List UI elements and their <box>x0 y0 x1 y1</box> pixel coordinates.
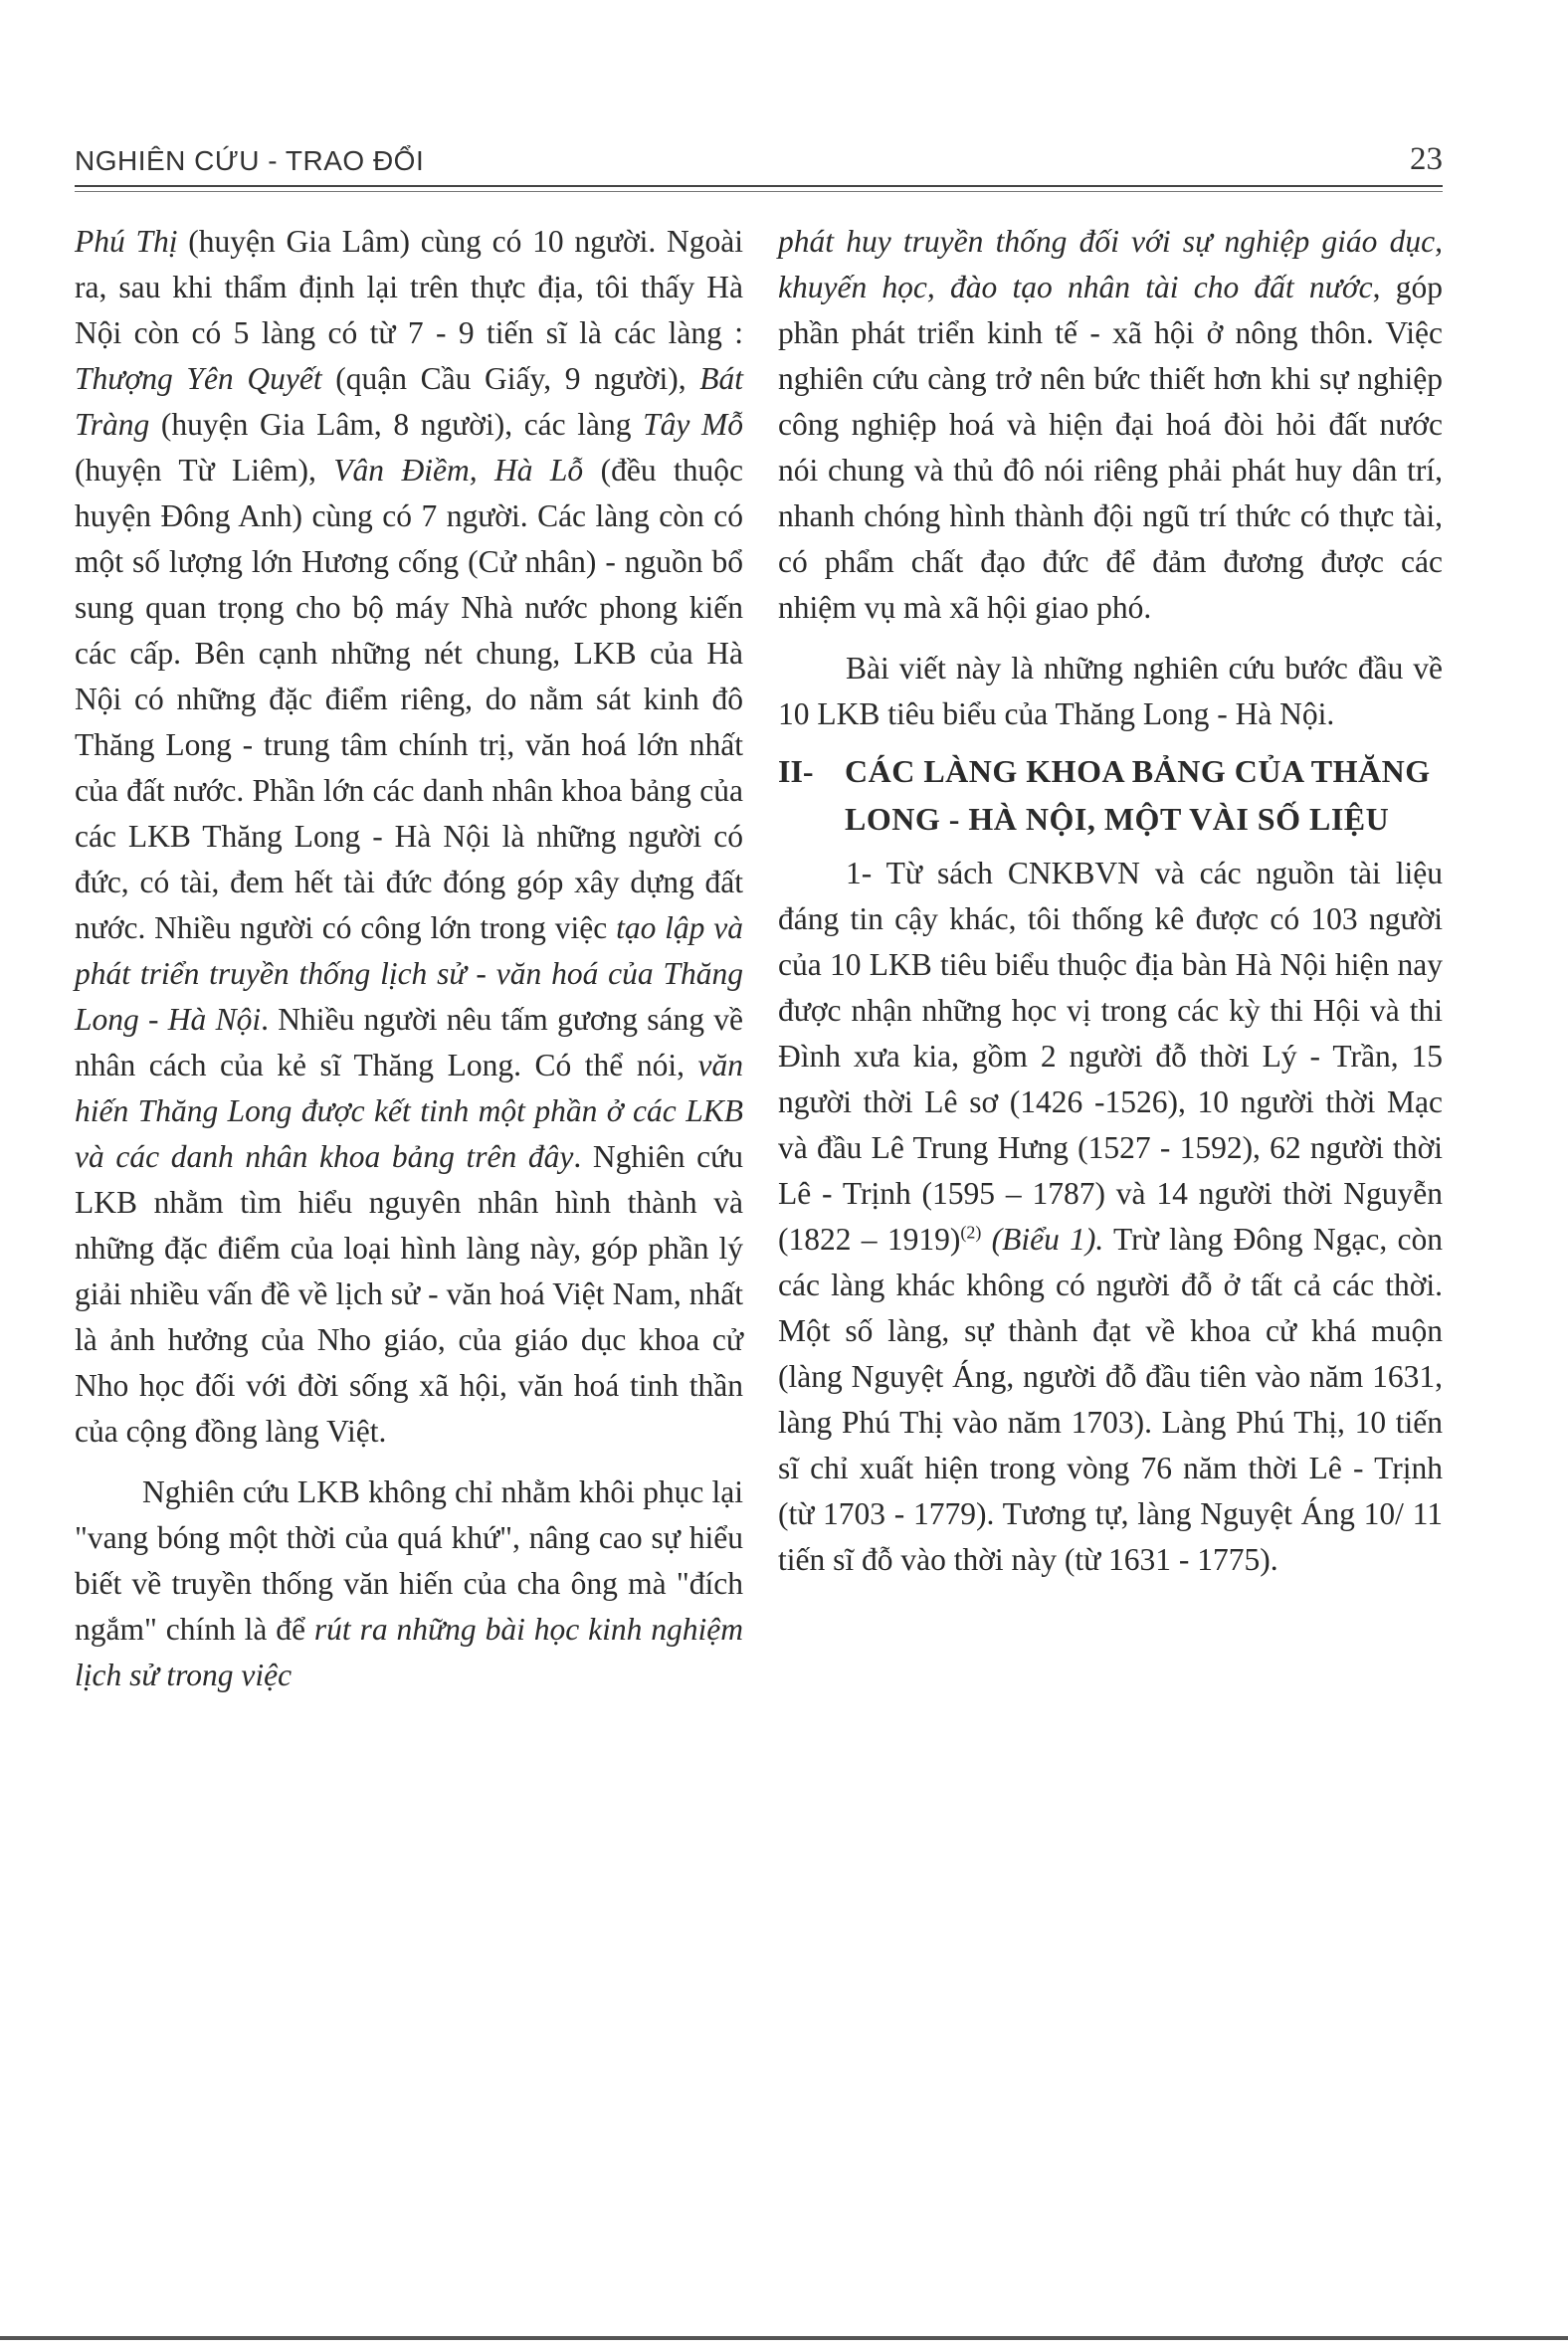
italic-span: văn hiến Thăng Long được kết tinh một phần ở các LKB và các danh nhân khoa bảng trên đây <box>75 1048 743 1174</box>
text-span <box>981 1222 991 1257</box>
text-span: 1- Từ sách CNKBVN và các nguồn tài liệu đáng tin cậy khác, tôi thống kê được có 103 người của 10 LKB tiêu biểu thuộc địa bàn Hà Nội hiện nay được nhận những học vị trong các kỳ thi Hội và thi Đình xưa kia, gồm 2 người đỗ thời Lý - Trần, 15 người thời Lê sơ (1426 -1526), 10 người thời Mạc và đầu Lê Trung Hưng (1527 - 1592), 62 người thời Lê - Trịnh (1595 – 1787) và 14 người thời Nguyễn (1822 – 1919) <box>778 856 1443 1257</box>
right-column <box>778 219 1443 1583</box>
italic-span: Vân Điềm, Hà Lỗ <box>333 453 584 488</box>
italic-span: rút ra những bài học kinh nghiệm lịch sử trong việc <box>75 1612 743 1692</box>
paragraph <box>778 219 1443 631</box>
text-span: (huyện Gia Lâm, 8 người), các làng <box>149 407 644 442</box>
section-title: NGHIÊN CỨU - TRAO ĐỔI <box>75 145 425 176</box>
text-span: , góp phần phát triển kinh tế - xã hội ở nông thôn. Việc nghiên cứu càng trở nên bức thiết hơn khi sự nghiệp công nghiệp hoá và hiện đại hoá đòi hỏi đất nước nói chung và thủ đô nói riêng phải phát huy dân trí, nhanh chóng hình thành đội ngũ trí thức có thực tài, có phẩm chất đạo đức để đảm đương được các nhiệm vụ mà xã hội giao phó. <box>778 270 1443 625</box>
italic-span: (Biểu 1). <box>991 1222 1104 1257</box>
left-column <box>75 219 743 1698</box>
text-span: . Nhiều người nêu tấm gương sáng về nhân cách của kẻ sĩ Thăng Long. Có thể nói, <box>75 1002 743 1082</box>
section-heading <box>778 747 1443 843</box>
italic-span: Tây Mỗ <box>643 407 743 442</box>
header-rule <box>75 185 1443 187</box>
italic-span: phát huy truyền thống đối với sự nghiệp giáo dục, khuyến học, đào tạo nhân tài cho đất nước <box>778 224 1443 304</box>
text-span: (huyện Gia Lâm) cùng có 10 người. Ngoài ra, sau khi thẩm định lại trên thực địa, tôi thấy Hà Nội còn có 5 làng có từ 7 - 9 tiến sĩ là các làng : <box>75 224 743 350</box>
text-span: (đều thuộc huyện Đông Anh) cùng có 7 người. Các làng còn có một số lượng lớn Hương cống (Cử nhân) - nguồn bổ sung quan trọng cho bộ máy Nhà nước phong kiến các cấp. Bên cạnh những nét chung, LKB của Hà Nội có những đặc điểm riêng, do nằm sát kinh đô Thăng Long - trung tâm chính trị, văn hoá lớn nhất của đất nước. Phần lớn các danh nhân khoa bảng của các LKB Thăng Long - Hà Nội là những người có đức, có tài, đem hết tài đức đóng góp xây dựng đất nước. Nhiều người có công lớn trong việc <box>75 453 743 945</box>
paragraph <box>75 1470 743 1698</box>
running-header <box>75 139 1443 187</box>
page-number: 23 <box>1410 141 1443 177</box>
text-span: (huyện Từ Liêm), <box>75 453 334 488</box>
heading-number: II- <box>778 753 814 789</box>
paragraph <box>75 219 743 1455</box>
text-span: Trừ làng Đông Ngạc, còn các làng khác không có người đỗ ở tất cả các thời. Một số làng, sự thành đạt về khoa cử khá muộn (làng Nguyệt Áng, người đỗ đầu tiên vào năm 1631, làng Phú Thị vào năm 1703). Làng Phú Thị, 10 tiến sĩ chỉ xuất hiện trong vòng 76 năm thời Lê - Trịnh (từ 1703 - 1779). Tương tự, làng Nguyệt Áng 10/ 11 tiến sĩ đỗ vào thời này (từ 1631 - 1775). <box>778 1222 1443 1577</box>
header-rule-thin <box>75 191 1443 192</box>
text-span: . Nghiên cứu LKB nhằm tìm hiểu nguyên nhân hình thành và những đặc điểm của loại hình làng này, góp phần lý giải nhiều vấn đề về lịch sử - văn hoá Việt Nam, nhất là ảnh hưởng của Nho giáo, của giáo dục khoa cử Nho học đối với đời sống xã hội, văn hoá tinh thần của cộng đồng làng Việt. <box>75 1139 743 1449</box>
italic-span: tạo lập và phát triển truyền thống lịch sử - văn hoá của Thăng Long - Hà Nội <box>75 910 743 1037</box>
text-span: Nghiên cứu LKB không chỉ nhằm khôi phục lại "vang bóng một thời của quá khứ", nâng cao sự hiểu biết về truyền thống văn hiến của cha ông mà "đích ngắm" chính là để <box>75 1474 743 1647</box>
text-span: (quận Cầu Giấy, 9 người), <box>321 361 700 396</box>
text-span: Bài viết này là những nghiên cứu bước đầu về 10 LKB tiêu biểu của Thăng Long - Hà Nội. <box>778 651 1443 731</box>
footnote-ref: (2) <box>960 1222 982 1243</box>
paragraph <box>778 646 1443 737</box>
heading-text: CÁC LÀNG KHOA BẢNG CỦA THĂNG LONG - HÀ NỘI, MỘT VÀI SỐ LIỆU <box>845 753 1431 837</box>
italic-span: Phú Thị <box>75 224 178 259</box>
italic-span: Bát Tràng <box>75 361 743 442</box>
paragraph <box>778 851 1443 1583</box>
italic-span: Thượng Yên Quyết <box>75 361 322 396</box>
page-bottom-edge <box>0 2336 1568 2340</box>
